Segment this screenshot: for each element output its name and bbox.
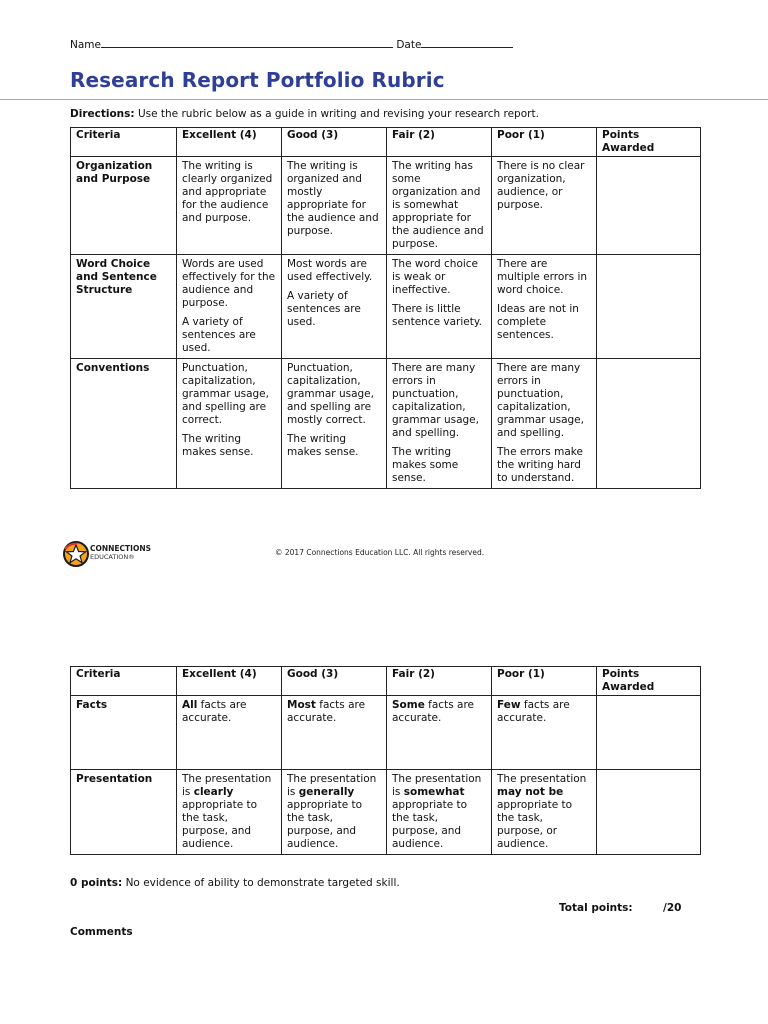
- cell-text: There are many errors in punctuation, capitalization, grammar usage, and spelling.: [497, 362, 584, 439]
- cell-text: The presentation is: [392, 773, 482, 798]
- rubric-cell: [492, 359, 597, 489]
- cell-text: The writing is clearly organized and appropriate for the audience and purpose.: [182, 160, 273, 224]
- table-header-row: [71, 128, 701, 157]
- rubric-cell: [387, 359, 492, 489]
- total-points-label: Total points:: [559, 902, 633, 914]
- zero-points-label: 0 points:: [70, 877, 123, 889]
- cell-text: The writing has some organization and is somewhat appropriate for the audience and purpose.: [392, 160, 484, 250]
- cell-text: appropriate to the task, purpose, and audience.: [182, 799, 258, 850]
- cell-text: Words are used effectively for the audience and purpose.: [182, 258, 276, 309]
- cell-text: The presentation: [497, 773, 587, 785]
- rubric-cell: [492, 157, 597, 255]
- cell-text: The writing is organized and mostly appropriate for the audience and purpose.: [287, 160, 379, 237]
- rubric-cell: [177, 255, 282, 359]
- cell-text: A variety of sentences are used.: [182, 316, 256, 354]
- rubric-cell: [387, 157, 492, 255]
- cell-emphasis: All: [182, 699, 198, 711]
- cell-text: There is no clear organization, audience, or purpose.: [497, 160, 585, 211]
- cell-text: facts are accurate.: [182, 699, 247, 724]
- rubric-cell: [282, 255, 387, 359]
- rubric-cell: [177, 359, 282, 489]
- points-awarded-cell[interactable]: [597, 359, 701, 489]
- col-header-excellent: Excellent (4): [177, 667, 282, 696]
- cell-text: facts are accurate.: [287, 699, 366, 724]
- connections-education-logo: [62, 539, 162, 571]
- col-header-excellent: Excellent (4): [177, 128, 282, 157]
- points-awarded-cell[interactable]: [597, 255, 701, 359]
- cell-text: There are multiple errors in word choice.: [497, 258, 588, 296]
- cell-text: The errors make the writing hard to understand.: [497, 446, 583, 484]
- rubric-cell: [492, 255, 597, 359]
- table-header-row: [71, 667, 701, 696]
- cell-text: facts are accurate.: [497, 699, 570, 724]
- logo-line-2: EDUCATION®: [90, 553, 135, 561]
- col-header-good: Good (3): [282, 667, 387, 696]
- cell-text: A variety of sentences are used.: [287, 290, 361, 328]
- star-logo-icon: [62, 539, 90, 569]
- cell-emphasis: somewhat: [403, 786, 465, 798]
- rubric-cell: [387, 770, 492, 855]
- cell-text: The writing makes some sense.: [392, 446, 459, 484]
- col-header-fair: Fair (2): [387, 128, 492, 157]
- cell-text: Most words are used effectively.: [287, 258, 373, 283]
- col-header-poor: Poor (1): [492, 667, 597, 696]
- cell-text: Punctuation, capitalization, grammar usage, and spelling are correct.: [182, 362, 269, 426]
- points-awarded-cell[interactable]: [597, 157, 701, 255]
- cell-text: Ideas are not in complete sentences.: [497, 303, 579, 341]
- points-awarded-cell[interactable]: [597, 696, 701, 770]
- rubric-cell: [492, 696, 597, 770]
- criteria-cell: Facts: [71, 696, 177, 770]
- cell-emphasis: may not be: [497, 786, 564, 798]
- rubric-cell: [387, 255, 492, 359]
- rubric-cell: [282, 359, 387, 489]
- rubric-table-2: [70, 666, 701, 855]
- points-awarded-cell[interactable]: [597, 770, 701, 855]
- col-header-criteria: Criteria: [71, 667, 177, 696]
- cell-text: The writing makes sense.: [287, 433, 359, 458]
- table-row: [71, 255, 701, 359]
- directions-text: Use the rubric below as a guide in writing and revising your research report.: [134, 108, 539, 120]
- rubric-cell: [282, 770, 387, 855]
- criteria-cell: Organization and Purpose: [71, 157, 177, 255]
- comments-label: Comments: [70, 926, 133, 938]
- col-header-points: Points Awarded: [597, 128, 701, 157]
- table-row: [71, 359, 701, 489]
- title-divider: [0, 99, 768, 100]
- copyright-text: © 2017 Connections Education LLC. All rights reserved.: [275, 548, 485, 557]
- col-header-fair: Fair (2): [387, 667, 492, 696]
- rubric-cell: [177, 770, 282, 855]
- cell-text: appropriate to the task, purpose, and audience.: [287, 799, 363, 850]
- table-row: [71, 696, 701, 770]
- name-field[interactable]: [101, 36, 393, 48]
- cell-emphasis: Some: [392, 699, 425, 711]
- col-header-points: Points Awarded: [597, 667, 701, 696]
- cell-emphasis: generally: [298, 786, 355, 798]
- cell-emphasis: Few: [497, 699, 521, 711]
- logo-line-1: CONNECTIONS: [90, 544, 152, 553]
- cell-emphasis: Most: [287, 699, 316, 711]
- rubric-cell: [492, 770, 597, 855]
- rubric-cell: [177, 696, 282, 770]
- rubric-cell: [282, 157, 387, 255]
- cell-text: There is little sentence variety.: [392, 303, 482, 328]
- cell-text: The word choice is weak or ineffective.: [392, 258, 479, 296]
- cell-text: Punctuation, capitalization, grammar usage, and spelling are mostly correct.: [287, 362, 374, 426]
- cell-text: appropriate to the task, purpose, and audience.: [392, 799, 468, 850]
- rubric-cell: [177, 157, 282, 255]
- date-field[interactable]: [421, 36, 513, 48]
- cell-text: facts are accurate.: [392, 699, 474, 724]
- criteria-cell: Word Choice and Sentence Structure: [71, 255, 177, 359]
- name-label: Name: [70, 39, 101, 51]
- col-header-good: Good (3): [282, 128, 387, 157]
- rubric-cell: [387, 696, 492, 770]
- directions: [70, 108, 539, 120]
- cell-text: appropriate to the task, purpose, or audience.: [497, 799, 573, 850]
- criteria-cell: Presentation: [71, 770, 177, 855]
- cell-text: The presentation is: [287, 773, 377, 798]
- cell-text: There are many errors in punctuation, capitalization, grammar usage, and spelling.: [392, 362, 479, 439]
- rubric-table-1: [70, 127, 701, 489]
- cell-text: The presentation is: [182, 773, 272, 798]
- directions-label: Directions:: [70, 108, 135, 120]
- col-header-poor: Poor (1): [492, 128, 597, 157]
- cell-emphasis: clearly: [193, 786, 234, 798]
- date-label: Date: [396, 39, 422, 51]
- rubric-cell: [282, 696, 387, 770]
- total-points-value: /20: [663, 902, 682, 914]
- name-date-line: [70, 36, 513, 51]
- zero-points-note: [70, 877, 400, 889]
- cell-text: The writing makes sense.: [182, 433, 254, 458]
- table-row: [71, 770, 701, 855]
- table-row: [71, 157, 701, 255]
- zero-points-text: No evidence of ability to demonstrate targeted skill.: [122, 877, 400, 889]
- page-title: Research Report Portfolio Rubric: [70, 68, 445, 92]
- col-header-criteria: Criteria: [71, 128, 177, 157]
- criteria-cell: Conventions: [71, 359, 177, 489]
